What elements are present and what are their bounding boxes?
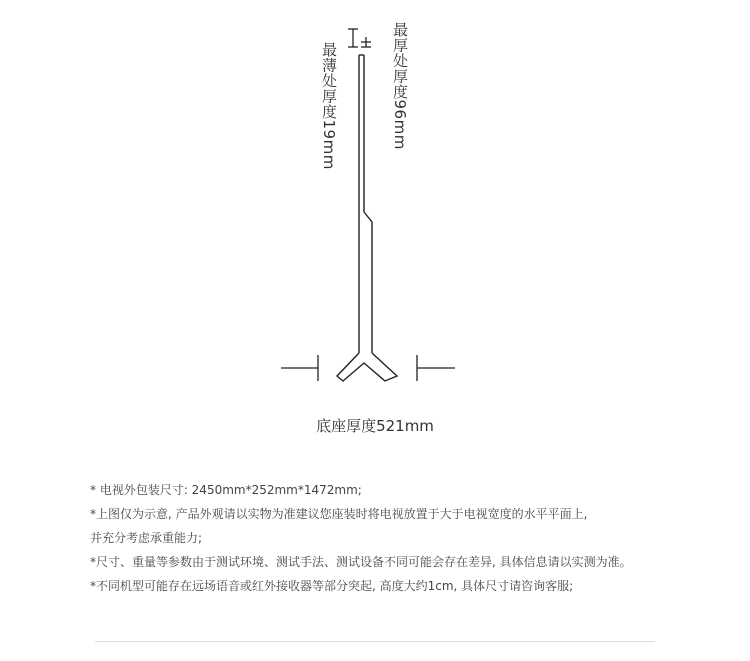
base-width-markers [281, 355, 455, 381]
note-packaging-size: * 电视外包装尺寸: 2450mm*252mm*1472mm; [90, 483, 362, 497]
tv-stand-base [337, 353, 397, 381]
note-illustration-disclaimer: *上图仅为示意, 产品外观请以实物为准建议您座装时将电视放置于大于电视宽度的水平平面上, [90, 507, 588, 521]
notes-section [90, 478, 710, 598]
tv-panel-outline [359, 55, 372, 353]
thickest-point-label: 最厚处厚度96mm [391, 22, 409, 150]
note-protrusion: *不同机型可能存在远场语音或红外接收器等部分突起, 高度大约1cm, 具体尺寸请咨询客服; [90, 579, 574, 593]
note-measurement-variance: *尺寸、重量等参数由于测试环境、测试手法、测试设备不同可能会存在差异, 具体信息请以实测为准。 [90, 555, 632, 569]
base-thickness-caption: 底座厚度521mm [316, 417, 434, 435]
note-load-capacity: 并充分考虑承重能力; [90, 531, 203, 545]
bottom-divider [95, 641, 655, 642]
thinnest-point-label: 最薄处厚度19mm [320, 42, 338, 170]
top-thickness-markers [348, 29, 371, 47]
